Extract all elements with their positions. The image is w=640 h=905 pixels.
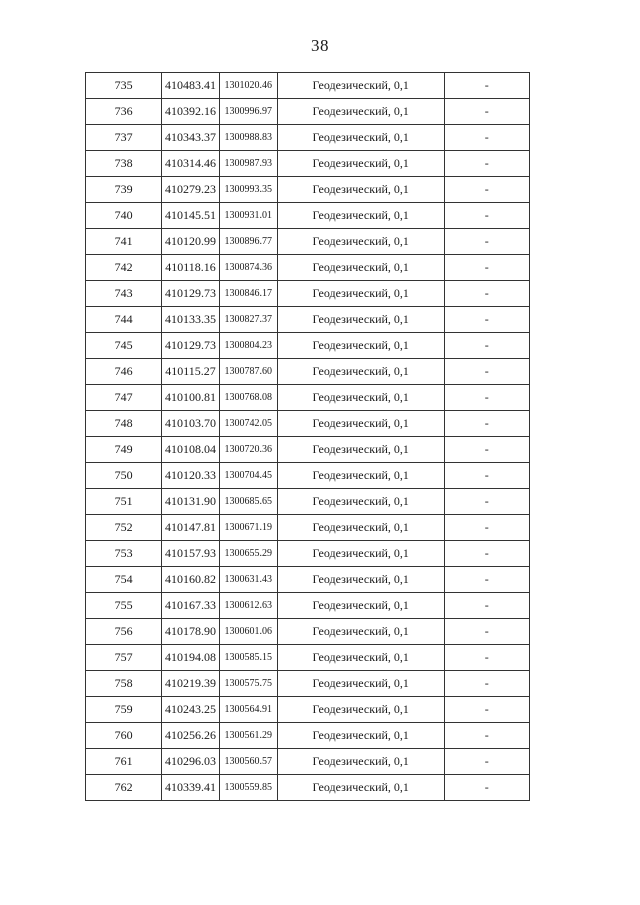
- table-row: [86, 99, 530, 125]
- table-row: [86, 567, 530, 593]
- point-number-cell: 762: [86, 775, 162, 801]
- x-coordinate-cell: 410157.93: [162, 541, 219, 567]
- table-row: [86, 307, 530, 333]
- point-number-cell: 760: [86, 723, 162, 749]
- method-accuracy-cell: Геодезический, 0,1: [277, 541, 444, 567]
- x-coordinate-cell: 410167.33: [162, 593, 219, 619]
- method-accuracy-cell: Геодезический, 0,1: [277, 593, 444, 619]
- x-coordinate-cell: 410129.73: [162, 333, 219, 359]
- page-number: 38: [311, 36, 329, 55]
- point-number-cell: 738: [86, 151, 162, 177]
- table-row: [86, 749, 530, 775]
- point-number-cell: 743: [86, 281, 162, 307]
- y-coordinate-cell: 1300612.63: [219, 593, 277, 619]
- x-coordinate-cell: 410343.37: [162, 125, 219, 151]
- y-coordinate-cell: 1300655.29: [219, 541, 277, 567]
- coordinates-table: [85, 72, 530, 801]
- table-row: [86, 177, 530, 203]
- y-coordinate-cell: 1300987.93: [219, 151, 277, 177]
- point-number-cell: 745: [86, 333, 162, 359]
- point-number-cell: 753: [86, 541, 162, 567]
- point-number-cell: 757: [86, 645, 162, 671]
- note-cell: -: [444, 385, 529, 411]
- x-coordinate-cell: 410118.16: [162, 255, 219, 281]
- method-accuracy-cell: Геодезический, 0,1: [277, 333, 444, 359]
- point-number-cell: 761: [86, 749, 162, 775]
- point-number-cell: 740: [86, 203, 162, 229]
- y-coordinate-cell: 1300559.85: [219, 775, 277, 801]
- x-coordinate-cell: 410279.23: [162, 177, 219, 203]
- y-coordinate-cell: 1300560.57: [219, 749, 277, 775]
- table-row: [86, 671, 530, 697]
- note-cell: -: [444, 203, 529, 229]
- y-coordinate-cell: 1300896.77: [219, 229, 277, 255]
- method-accuracy-cell: Геодезический, 0,1: [277, 281, 444, 307]
- note-cell: -: [444, 775, 529, 801]
- method-accuracy-cell: Геодезический, 0,1: [277, 73, 444, 99]
- point-number-cell: 752: [86, 515, 162, 541]
- note-cell: -: [444, 411, 529, 437]
- method-accuracy-cell: Геодезический, 0,1: [277, 255, 444, 281]
- method-accuracy-cell: Геодезический, 0,1: [277, 489, 444, 515]
- point-number-cell: 750: [86, 463, 162, 489]
- note-cell: -: [444, 671, 529, 697]
- x-coordinate-cell: 410243.25: [162, 697, 219, 723]
- point-number-cell: 755: [86, 593, 162, 619]
- x-coordinate-cell: 410392.16: [162, 99, 219, 125]
- method-accuracy-cell: Геодезический, 0,1: [277, 437, 444, 463]
- method-accuracy-cell: Геодезический, 0,1: [277, 723, 444, 749]
- note-cell: -: [444, 619, 529, 645]
- table-row: [86, 463, 530, 489]
- y-coordinate-cell: 1300931.01: [219, 203, 277, 229]
- note-cell: -: [444, 515, 529, 541]
- y-coordinate-cell: 1300874.36: [219, 255, 277, 281]
- y-coordinate-cell: 1300846.17: [219, 281, 277, 307]
- y-coordinate-cell: 1300993.35: [219, 177, 277, 203]
- point-number-cell: 746: [86, 359, 162, 385]
- x-coordinate-cell: 410256.26: [162, 723, 219, 749]
- method-accuracy-cell: Геодезический, 0,1: [277, 359, 444, 385]
- note-cell: -: [444, 645, 529, 671]
- note-cell: -: [444, 359, 529, 385]
- point-number-cell: 741: [86, 229, 162, 255]
- x-coordinate-cell: 410131.90: [162, 489, 219, 515]
- table-row: [86, 73, 530, 99]
- table-row: [86, 541, 530, 567]
- method-accuracy-cell: Геодезический, 0,1: [277, 619, 444, 645]
- method-accuracy-cell: Геодезический, 0,1: [277, 567, 444, 593]
- point-number-cell: 736: [86, 99, 162, 125]
- method-accuracy-cell: Геодезический, 0,1: [277, 463, 444, 489]
- note-cell: -: [444, 749, 529, 775]
- y-coordinate-cell: 1300787.60: [219, 359, 277, 385]
- note-cell: -: [444, 593, 529, 619]
- note-cell: -: [444, 281, 529, 307]
- x-coordinate-cell: 410103.70: [162, 411, 219, 437]
- table-row: [86, 359, 530, 385]
- note-cell: -: [444, 307, 529, 333]
- method-accuracy-cell: Геодезический, 0,1: [277, 99, 444, 125]
- y-coordinate-cell: 1301020.46: [219, 73, 277, 99]
- method-accuracy-cell: Геодезический, 0,1: [277, 385, 444, 411]
- method-accuracy-cell: Геодезический, 0,1: [277, 411, 444, 437]
- point-number-cell: 737: [86, 125, 162, 151]
- table-row: [86, 645, 530, 671]
- table-row: [86, 489, 530, 515]
- table-row: [86, 619, 530, 645]
- note-cell: -: [444, 73, 529, 99]
- point-number-cell: 749: [86, 437, 162, 463]
- x-coordinate-cell: 410145.51: [162, 203, 219, 229]
- x-coordinate-cell: 410194.08: [162, 645, 219, 671]
- note-cell: -: [444, 463, 529, 489]
- note-cell: -: [444, 333, 529, 359]
- x-coordinate-cell: 410100.81: [162, 385, 219, 411]
- y-coordinate-cell: 1300575.75: [219, 671, 277, 697]
- x-coordinate-cell: 410339.41: [162, 775, 219, 801]
- table-row: [86, 593, 530, 619]
- note-cell: -: [444, 541, 529, 567]
- point-number-cell: 744: [86, 307, 162, 333]
- table-row: [86, 333, 530, 359]
- table-row: [86, 723, 530, 749]
- point-number-cell: 758: [86, 671, 162, 697]
- method-accuracy-cell: Геодезический, 0,1: [277, 697, 444, 723]
- note-cell: -: [444, 99, 529, 125]
- y-coordinate-cell: 1300601.06: [219, 619, 277, 645]
- coordinates-table-body: [86, 73, 530, 801]
- y-coordinate-cell: 1300585.15: [219, 645, 277, 671]
- table-row: [86, 281, 530, 307]
- x-coordinate-cell: 410219.39: [162, 671, 219, 697]
- method-accuracy-cell: Геодезический, 0,1: [277, 775, 444, 801]
- method-accuracy-cell: Геодезический, 0,1: [277, 645, 444, 671]
- method-accuracy-cell: Геодезический, 0,1: [277, 125, 444, 151]
- method-accuracy-cell: Геодезический, 0,1: [277, 177, 444, 203]
- x-coordinate-cell: 410147.81: [162, 515, 219, 541]
- note-cell: -: [444, 177, 529, 203]
- x-coordinate-cell: 410160.82: [162, 567, 219, 593]
- table-row: [86, 437, 530, 463]
- y-coordinate-cell: 1300827.37: [219, 307, 277, 333]
- note-cell: -: [444, 723, 529, 749]
- method-accuracy-cell: Геодезический, 0,1: [277, 229, 444, 255]
- method-accuracy-cell: Геодезический, 0,1: [277, 203, 444, 229]
- x-coordinate-cell: 410483.41: [162, 73, 219, 99]
- point-number-cell: 748: [86, 411, 162, 437]
- note-cell: -: [444, 697, 529, 723]
- y-coordinate-cell: 1300671.19: [219, 515, 277, 541]
- point-number-cell: 735: [86, 73, 162, 99]
- y-coordinate-cell: 1300631.43: [219, 567, 277, 593]
- table-row: [86, 203, 530, 229]
- method-accuracy-cell: Геодезический, 0,1: [277, 749, 444, 775]
- point-number-cell: 742: [86, 255, 162, 281]
- y-coordinate-cell: 1300768.08: [219, 385, 277, 411]
- x-coordinate-cell: 410314.46: [162, 151, 219, 177]
- method-accuracy-cell: Геодезический, 0,1: [277, 515, 444, 541]
- table-row: [86, 385, 530, 411]
- note-cell: -: [444, 151, 529, 177]
- y-coordinate-cell: 1300561.29: [219, 723, 277, 749]
- table-row: [86, 255, 530, 281]
- y-coordinate-cell: 1300804.23: [219, 333, 277, 359]
- note-cell: -: [444, 567, 529, 593]
- note-cell: -: [444, 125, 529, 151]
- method-accuracy-cell: Геодезический, 0,1: [277, 307, 444, 333]
- y-coordinate-cell: 1300988.83: [219, 125, 277, 151]
- table-row: [86, 697, 530, 723]
- x-coordinate-cell: 410120.99: [162, 229, 219, 255]
- y-coordinate-cell: 1300704.45: [219, 463, 277, 489]
- table-row: [86, 515, 530, 541]
- note-cell: -: [444, 229, 529, 255]
- y-coordinate-cell: 1300996.97: [219, 99, 277, 125]
- x-coordinate-cell: 410115.27: [162, 359, 219, 385]
- method-accuracy-cell: Геодезический, 0,1: [277, 151, 444, 177]
- x-coordinate-cell: 410133.35: [162, 307, 219, 333]
- x-coordinate-cell: 410129.73: [162, 281, 219, 307]
- point-number-cell: 756: [86, 619, 162, 645]
- point-number-cell: 747: [86, 385, 162, 411]
- point-number-cell: 754: [86, 567, 162, 593]
- point-number-cell: 751: [86, 489, 162, 515]
- x-coordinate-cell: 410120.33: [162, 463, 219, 489]
- table-row: [86, 151, 530, 177]
- table-row: [86, 775, 530, 801]
- point-number-cell: 739: [86, 177, 162, 203]
- y-coordinate-cell: 1300720.36: [219, 437, 277, 463]
- y-coordinate-cell: 1300564.91: [219, 697, 277, 723]
- method-accuracy-cell: Геодезический, 0,1: [277, 671, 444, 697]
- note-cell: -: [444, 255, 529, 281]
- table-row: [86, 125, 530, 151]
- x-coordinate-cell: 410108.04: [162, 437, 219, 463]
- table-row: [86, 229, 530, 255]
- note-cell: -: [444, 489, 529, 515]
- table-row: [86, 411, 530, 437]
- note-cell: -: [444, 437, 529, 463]
- y-coordinate-cell: 1300742.05: [219, 411, 277, 437]
- x-coordinate-cell: 410178.90: [162, 619, 219, 645]
- point-number-cell: 759: [86, 697, 162, 723]
- x-coordinate-cell: 410296.03: [162, 749, 219, 775]
- y-coordinate-cell: 1300685.65: [219, 489, 277, 515]
